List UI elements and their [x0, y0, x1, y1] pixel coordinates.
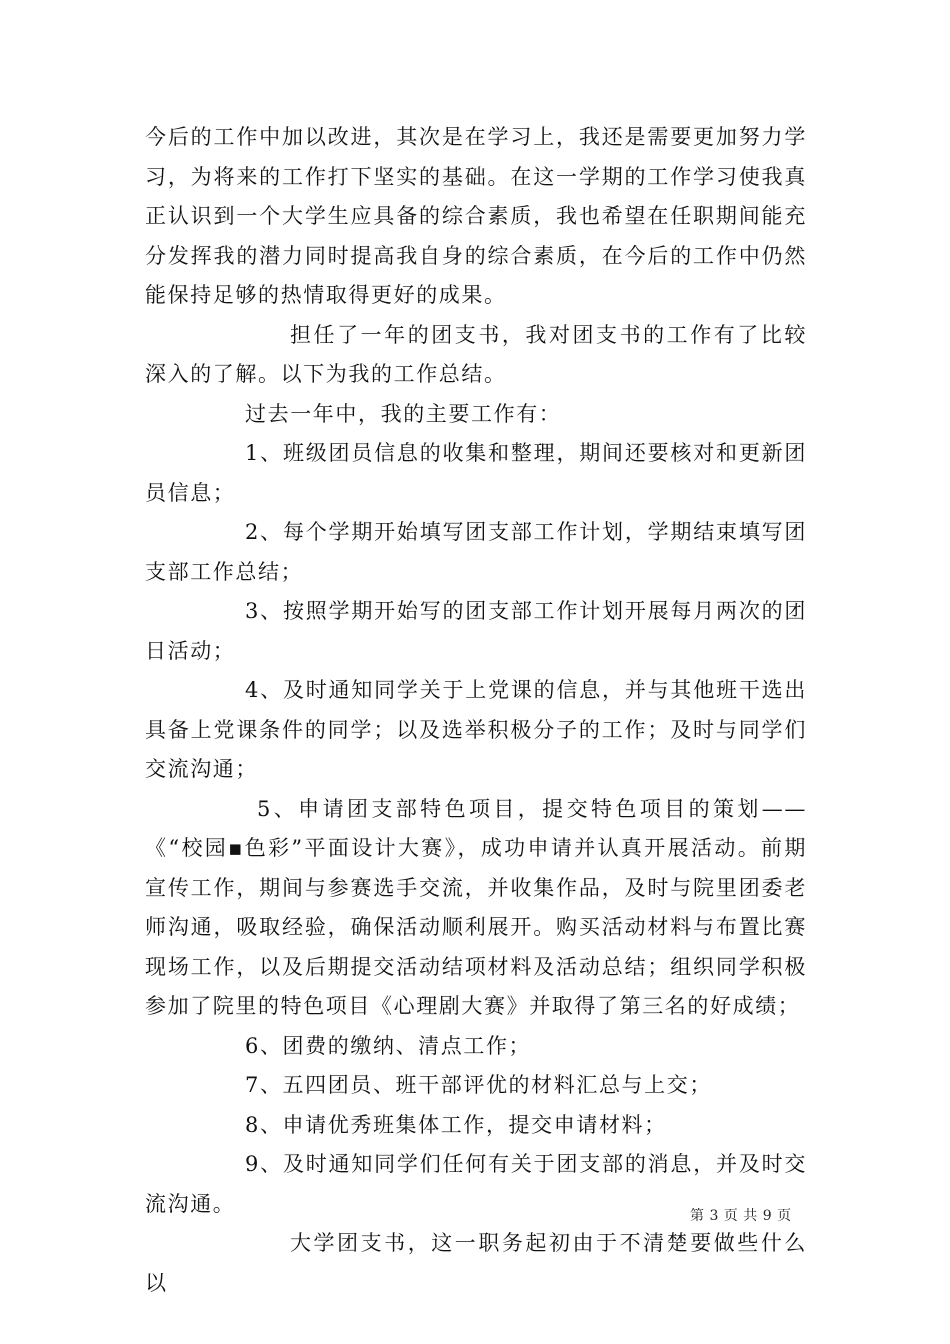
document-body: [145, 118, 807, 1303]
page-number: 第 3 页 共 9 页: [690, 1208, 792, 1224]
list-item-4: 4、及时通知同学关于上党课的信息，并与其他班干选出具备上党课条件的同学；以及选举积极分子的工作；及时与同学们交流沟通；: [145, 678, 807, 781]
list-item-6: 6、团费的缴纳、清点工作；: [245, 1033, 532, 1058]
list-item-8: 8、申请优秀班集体工作，提交申请材料；: [245, 1112, 667, 1137]
paragraph-continued: 今后的工作中加以改进，其次是在学习上，我还是需要更加努力学习，为将来的工作打下坚实的基础。在这一学期的工作学习使我真正认识到一个大学生应具备的综合素质，我也希望在任职期间能充分发挥我的潜力同时提高我自身的综合素质，在今后的工作中仍然能保持足够的热情取得更好的成果。: [145, 125, 807, 307]
list-item-3: 3、按照学期开始写的团支部工作计划开展每月两次的团日活动；: [145, 599, 807, 663]
paragraph-work-heading: 过去一年中，我的主要工作有：: [245, 401, 562, 426]
list-item-5: 5、申请团支部特色项目，提交特色项目的策划——《“校园▪色彩”平面设计大赛》，成功申请并认真开展活动。前期宣传工作，期间与参赛选手交流，并收集作品，及时与院里团委老师沟通，吸取经验，确保活动顺利展开。购买活动材料与布置比赛现场工作，以及后期提交活动结项材料及活动总结；组织同学积极参加了院里的特色项目《心理剧大赛》并取得了第三名的好成绩；: [145, 796, 807, 1018]
list-item-2: 2、每个学期开始填写团支部工作计划，学期结束填写团支部工作总结；: [145, 520, 807, 584]
paragraph-closing: 大学团支书，这一职务起初由于不清楚要做些什么以: [145, 1231, 807, 1295]
list-item-7: 7、五四团员、班干部评优的材料汇总与上交；: [245, 1073, 712, 1097]
list-item-1: 1、班级团员信息的收集和整理，期间还要核对和更新团员信息；: [145, 441, 807, 505]
list-item-9: 9、及时通知同学们任何有关于团支部的消息，并及时交流沟通。: [145, 1152, 807, 1216]
paragraph-intro: 担任了一年的团支书，我对团支书的工作有了比较深入的了解。以下为我的工作总结。: [145, 322, 807, 386]
